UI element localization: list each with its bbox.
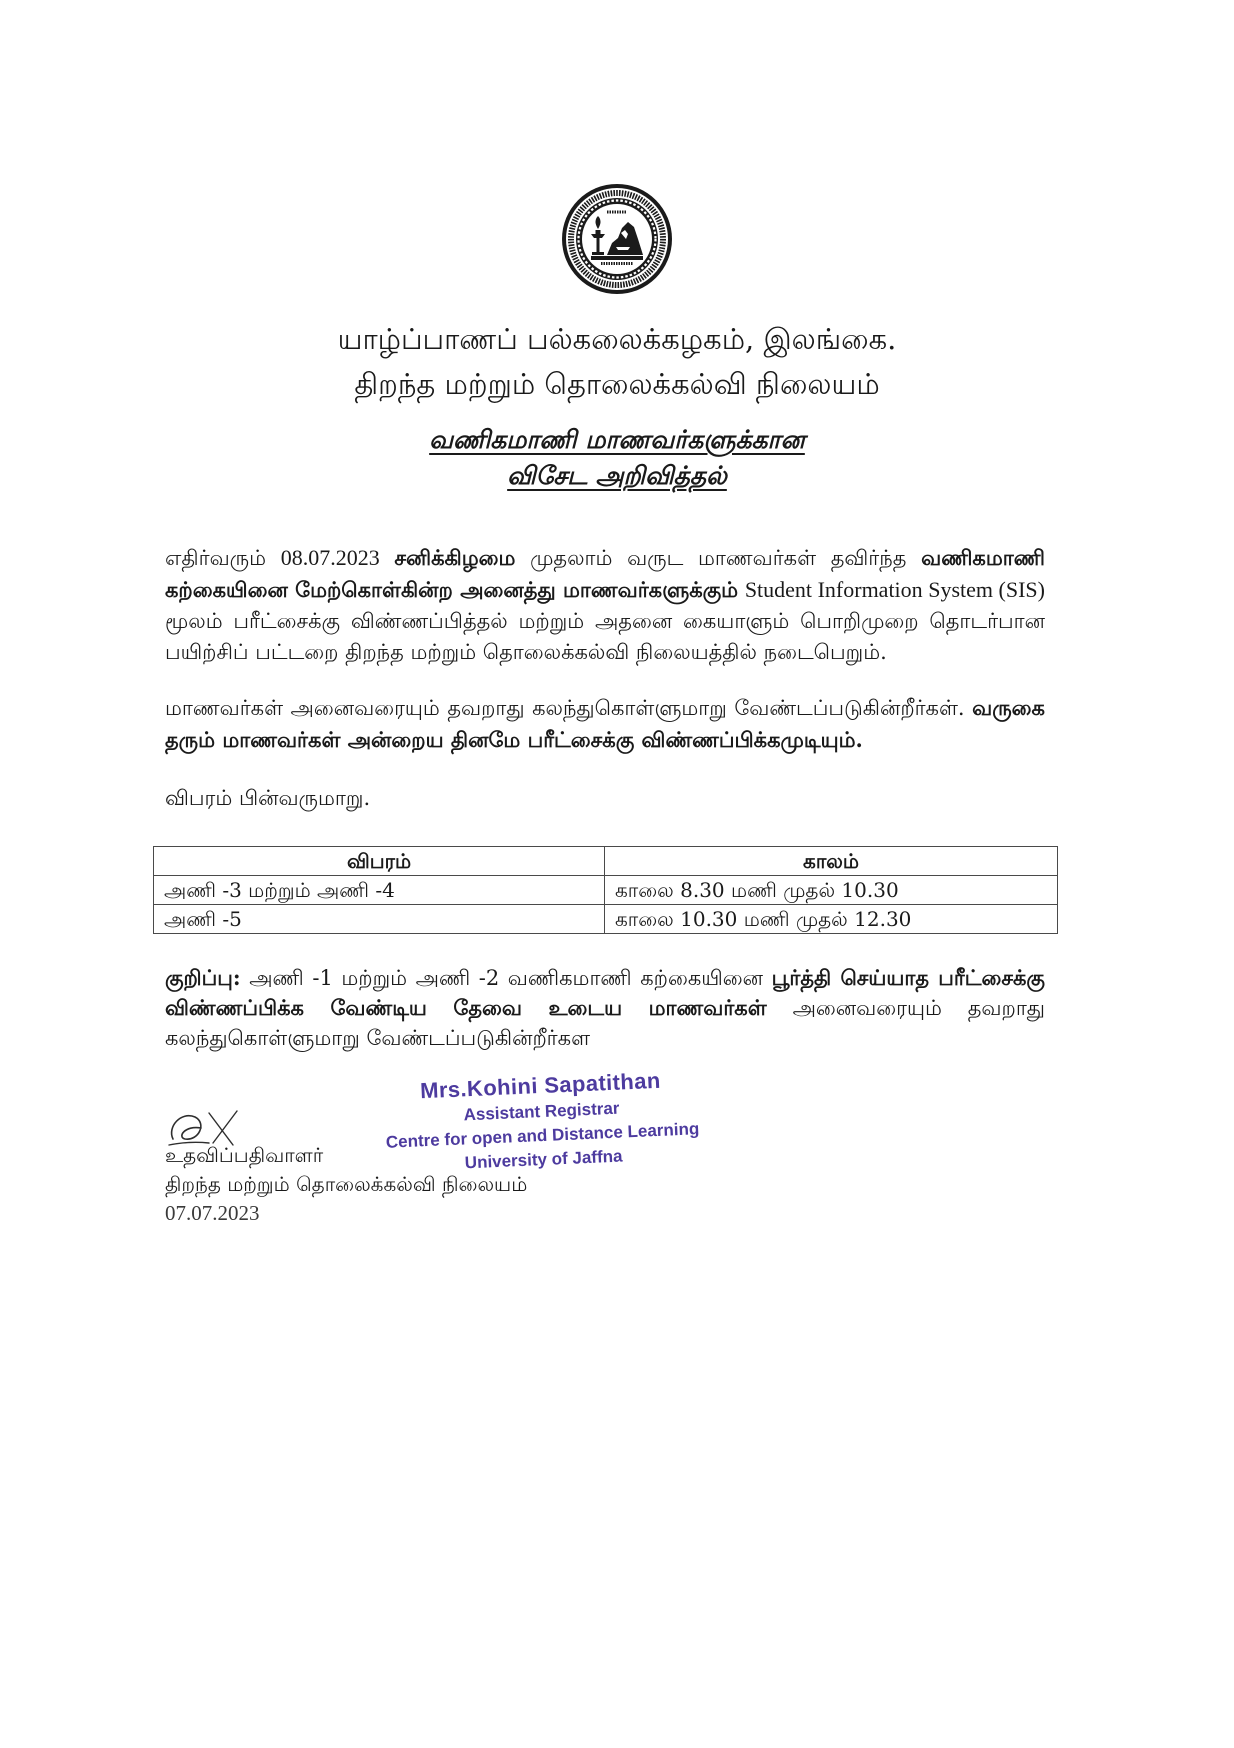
notice-title-line	[0, 422, 1234, 458]
event-date: 08.07.2023	[280, 545, 380, 570]
workshop-description: மூலம் பரீட்சைக்கு விண்ணப்பித்தல் மற்றும் அதனை கையாளும் பொறிமுறை தொடர்பான பயிற்சிப் பட்டறை திறந்த மற்றும் தொலைக்கல்வி நிலையத்தில் நடைபெறும்.	[165, 609, 1045, 664]
same-day-application-note: வருகை தரும் மாணவர்கள் அன்றைய தினமே பரீட்சைக்கு விண்ணப்பிக்கமுடியும்.	[165, 695, 1045, 752]
note-paragraph	[165, 963, 1045, 1053]
column-header-details: விபரம்	[154, 847, 605, 876]
note-attendance: அனைவரையும் தவறாது கலந்துகொள்ளுமாறு வேண்டப்படுகின்றீர்கள	[165, 996, 1045, 1050]
signatory-title: உதவிப்பதிவாளர்	[165, 1143, 324, 1167]
workshop-paragraph	[165, 542, 1045, 668]
notice-title	[0, 422, 1234, 494]
signatory-details	[165, 1141, 527, 1228]
system-name: Student Information System (SIS)	[744, 577, 1045, 602]
attendance-request: மாணவர்கள் அனைவரையும் தவறாது கலந்துகொள்ளுமாறு வேண்டப்படுகின்றீர்கள்.	[165, 696, 965, 720]
attendance-paragraph	[165, 692, 1045, 756]
stamp-department: Centre for open and Distance Learning	[385, 1119, 700, 1152]
target-students-text: வணிகமாணி கற்கையினை மேற்கொள்கின்ற அனைத்து மாணவர்களுக்கும்	[165, 545, 1045, 602]
stamp-designation: Assistant Registrar	[463, 1098, 620, 1125]
intro-word: எதிர்வரும்	[165, 546, 267, 570]
stamp-institution: University of Jaffna	[464, 1146, 623, 1173]
excluded-students-text: முதலாம் வருட மாணவர்கள் தவிர்ந்த	[530, 546, 907, 570]
group-cell: அணி -5	[154, 905, 605, 934]
time-cell: காலை 8.30 மணி முதல் 10.30	[605, 876, 1058, 905]
details-intro: விபரம் பின்வருமாறு.	[165, 786, 371, 810]
centre-name: திறந்த மற்றும் தொலைக்கல்வி நிலையம்	[354, 367, 880, 401]
table-row	[154, 876, 1058, 905]
table-header-row	[154, 847, 1058, 876]
schedule-table	[153, 846, 1058, 934]
note-groups: அணி -1 மற்றும் அணி -2 வணிகமாணி கற்கையினை	[249, 966, 764, 990]
notice-title-line1: வணிகமாணி மாணவர்களுக்கான	[429, 425, 805, 454]
signature-block	[165, 1067, 1045, 1242]
event-day: சனிக்கிழமை	[394, 545, 516, 570]
column-header-time: காலம்	[605, 847, 1058, 876]
time-cell: காலை 10.30 மணி முதல் 12.30	[605, 905, 1058, 934]
university-seal-icon	[561, 183, 673, 295]
group-cell: அணி -3 மற்றும் அணி -4	[154, 876, 605, 905]
notice-title-line2: விசேட அறிவித்தல்	[507, 461, 727, 490]
table-row	[154, 905, 1058, 934]
note-label: குறிப்பு:	[165, 965, 241, 990]
stamp-name: Mrs.Kohini Sapatithan	[419, 1067, 662, 1104]
note-requirement: பூர்த்தி செய்யாத பரீட்சைக்கு விண்ணப்பிக்க வேண்டிய தேவை உடைய மாணவர்கள்	[165, 965, 1045, 1020]
notice-title-line	[0, 458, 1234, 494]
notice-date: 07.07.2023	[165, 1201, 260, 1225]
notice-body	[165, 542, 1045, 1242]
university-name: யாழ்ப்பாணப் பல்கலைக்கழகம், இலங்கை.	[337, 322, 897, 356]
signatory-office: திறந்த மற்றும் தொலைக்கல்வி நிலையம்	[165, 1172, 528, 1196]
